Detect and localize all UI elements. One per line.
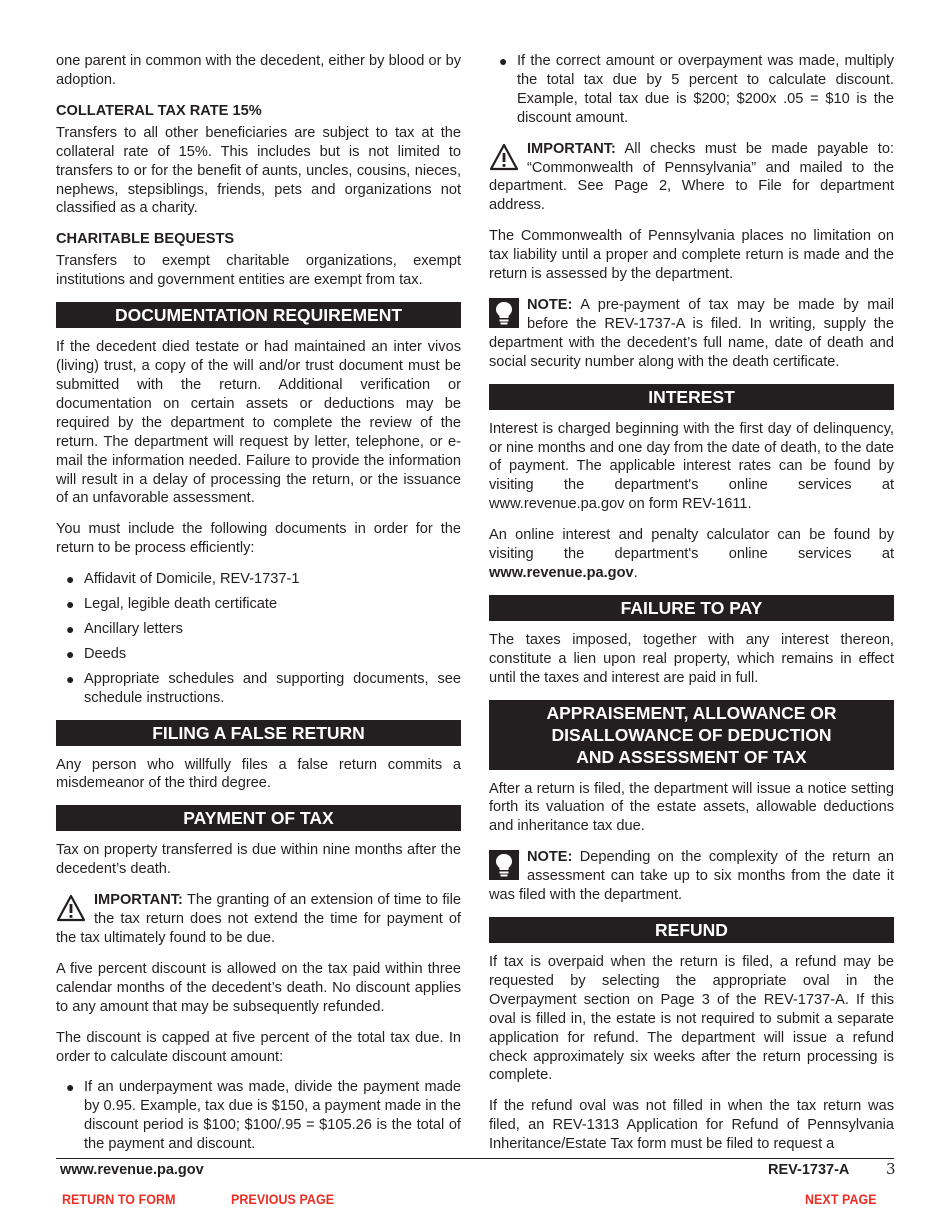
list-item: ● If the correct amount or overpayment was made, multiply the total tax due by 5 percent to calculate discount. Example, total tax due is $200; $200x .05 = $10 is the discount amount. [499,53,894,126]
documents-list [56,570,461,707]
footer-divider [56,1158,894,1159]
important-callout [56,891,461,948]
discount-list [56,1078,461,1154]
bullet-icon: ● [66,596,75,613]
refund-text: If tax is overpaid when the return is filed, a refund may be requested by selecting the appropriate oval in the Overpayment section on Page 3 of the REV-1737-A. If this oval is filled in, the estate is not required to submit a separate application for refund. The department will issue a refund check approximately six weeks after the return processing is complete. [489,954,894,1084]
false-return-banner: FILING A FALSE RETURN [56,720,461,746]
continuation-text: one parent in common with the decedent, either by blood or by adoption. [56,53,461,88]
right-column [489,52,894,1166]
left-column [56,52,461,1166]
interest-text: Interest is charged beginning with the first day of delinquency, or nine months and one day from the date of death, to the date of payment. The applicable interest rates can be found by visiting the department's online services at www.revenue.pa.gov on form REV-1611. [489,420,894,513]
note-text: Depending on the complexity of the return an assessment can take up to six months from the date it was filed with the department. [489,849,894,904]
false-return-text: Any person who willfully files a false return commits a misdemeanor of the third degree. [56,756,461,792]
bullet-icon: ● [66,1079,75,1096]
refund-oval-text: If the refund oval was not filled in when the tax return was filed, an REV-1313 Application for Refund of Pennsylvania Inheritance/Estate Tax form must be filed to request a [489,1098,894,1153]
important-text: The granting of an extension of time to file the tax return does not extend the time for payment of the tax ultimately found to be due. [56,892,461,946]
warning-icon [56,893,86,923]
bullet-icon: ● [66,620,75,637]
charitable-heading: CHARITABLE BEQUESTS [56,231,235,248]
important-label: IMPORTANT: [94,892,183,909]
bullet-icon: ● [499,53,508,69]
important-label: IMPORTANT: [527,140,616,157]
appraisement-banner: APPRAISEMENT, ALLOWANCE OR DISALLOWANCE OF DEDUCTION AND ASSESSMENT OF TAX [489,700,894,770]
list-item: ● Appropriate schedules and supporting documents, see schedule instructions. [66,670,461,706]
failure-to-pay-text: The taxes imposed, together with any interest thereon, constitute a lien upon real property, which remains in effect until the taxes and interest are paid in full. [489,631,894,686]
discount-list-continued [489,52,894,128]
calculator-text: An online interest and penalty calculator can be found by visiting the department's online services at www.revenue.pa.gov. [489,527,894,581]
previous-page-link[interactable]: PREVIOUS PAGE [231,1192,335,1207]
failure-to-pay-banner: FAILURE TO PAY [489,595,894,621]
documentation-text: If the decedent died testate or had maintained an inter vivos (living) trust, a copy of the will and/or trust document must be submitted with the return. Additional verification or documentation on certain assets or deductions may be required by the department to complete the review of the return. The department will request by letter, telephone, or e-mail the information needed. Failure to provide the information will result in a delay of processing the return, or the issuance of an unfavorable assessment. [56,339,461,507]
note-text: A pre-payment of tax may be made by mail before the REV-1737-A is filed. In writing, supply the department with the decedent’s full name, date of death and social security number along with the death certificate. [489,296,894,370]
note-callout [489,848,894,905]
footer-url: www.revenue.pa.gov [60,1162,204,1178]
lightbulb-icon [489,298,519,328]
appraisement-text: After a return is filed, the department will issue a notice setting forth its valuation of the estate assets, allowable deductions and inheritance tax due. [489,780,894,835]
note-callout [489,296,894,372]
collateral-heading: COLLATERAL TAX RATE 15% [56,102,262,119]
warning-icon [489,142,519,172]
interest-banner: INTEREST [489,384,894,410]
list-item: ● Affidavit of Domicile, REV-1737-1 [66,571,300,588]
bullet-icon: ● [66,571,75,588]
footer-form-number: REV-1737-A [768,1162,850,1178]
return-to-form-link[interactable]: RETURN TO FORM [62,1192,176,1207]
next-page-link[interactable]: NEXT PAGE [805,1192,877,1207]
limitation-text: The Commonwealth of Pennsylvania places no limitation on tax liability until a proper and complete return is made and the return is assessed by the department. [489,228,894,283]
list-item: ● Legal, legible death certificate [66,596,278,613]
list-item: ● Deeds [66,645,127,662]
lightbulb-icon [489,850,519,880]
refund-banner: REFUND [489,917,894,943]
page-number: 3 [886,1160,896,1178]
charitable-text: Transfers to exempt charitable organizations, exempt institutions and government entities are exempt from tax. [56,253,461,289]
important-callout [489,140,894,216]
documentation-banner: DOCUMENTATION REQUIREMENT [56,302,461,328]
note-label: NOTE: [527,849,573,866]
revenue-url: www.revenue.pa.gov [489,564,634,581]
payment-banner: PAYMENT OF TAX [56,805,461,831]
collateral-text: Transfers to all other beneficiaries are subject to tax at the collateral rate of 15%. This includes but is not limited to transfers to or for the benefit of aunts, uncles, cousins, nieces, nephews, stepsiblings, friends, pets and organizations not classified as a charity. [56,124,461,217]
bullet-icon: ● [66,645,75,662]
payment-text: Tax on property transferred is due within nine months after the decedent’s death. [56,842,461,878]
list-item: ● If an underpayment was made, divide the payment made by 0.95. Example, tax due is $150, a payment made in the discount period is $100; $100/.95 = $105.26 is the total of the payment and discount. [66,1079,461,1153]
discount-text: A five percent discount is allowed on the tax paid within three calendar months of the decedent’s death. No discount applies to any amount that may be subsequently refunded. [56,960,461,1015]
bullet-icon: ● [66,670,75,687]
list-item: ● Ancillary letters [66,620,183,637]
note-label: NOTE: [527,296,573,313]
capped-text: The discount is capped at five percent of the total tax due. In order to calculate discount amount: [56,1029,461,1065]
documentation-intro: You must include the following documents in order for the return to be process efficiently: [56,521,461,557]
important-text: All checks must be made payable to: “Commonwealth of Pennsylvania” and mailed to the department. See Page 2, Where to File for department address. [489,140,894,214]
